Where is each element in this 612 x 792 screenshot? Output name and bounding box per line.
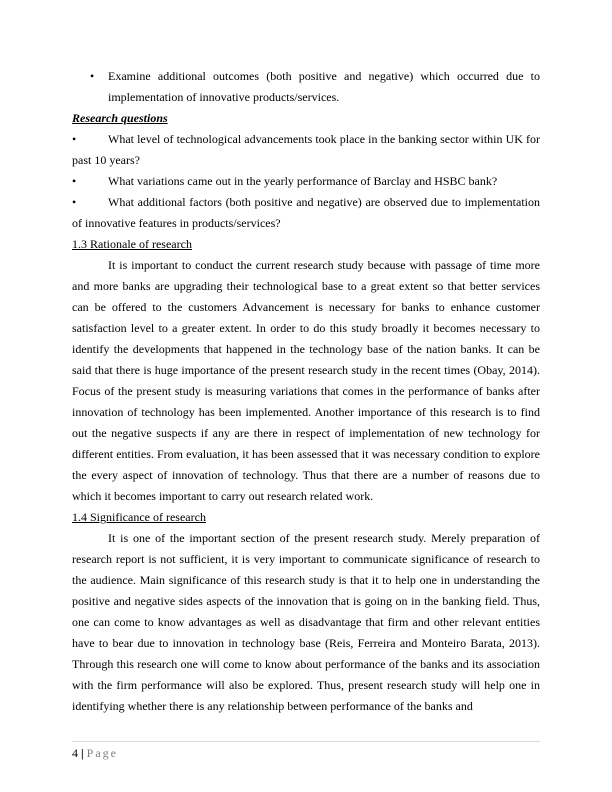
research-questions-heading: Research questions bbox=[72, 111, 168, 125]
question-text: What level of technological advancements took place in the banking sector within UK for past 10 years? bbox=[72, 132, 540, 167]
page-label: Page bbox=[86, 746, 118, 760]
rationale-paragraph: It is important to conduct the current research study because with passage of time more and more banks are upgrading their technological base to a great extent so that better services can be offered to the customers Advancement is necessary for banks to enhance customer satisfaction level to a greater extent. In order to do this study broadly it becomes necessary to identify the developments that happened in the technology base of the nation banks. It can be said that there is huge importance of the present research study in the recent times (Obay, 2014). Focus of the present study is measuring variations that comes in the performance of banks after innovation of technology has been implemented. Another importance of this research is to find out the negative suspects if any are there in respect of implementation of new technology for different entities. From evaluation, it has been assessed that it was necessary condition to explore the every aspect of innovation of technology. Thus that there are a number of reasons due to which it becomes important to carry out research related work. bbox=[72, 258, 540, 503]
list-item bbox=[72, 66, 540, 108]
section-heading-significance: 1.4 Significance of research bbox=[72, 510, 206, 524]
bullet-icon: • bbox=[90, 69, 95, 83]
list-item bbox=[72, 129, 540, 171]
significance-paragraph: It is one of the important section of the present research study. Merely preparation of research report is not sufficient, it is very important to communicate significance of research to the audience. Main significance of this research study is that it to help one in understanding the positive and negative sides aspects of the innovation that is going on in the banking field. Thus, one can come to know advantages as well as disadvantage that firm and other relevant entities have to bear due to innovation in technology base (Reis, Ferreira and Monteiro Barata, 2013). Through this research one will come to know about performance of the banks and its association with the firm performance will also be explored. Thus, present research study will help one in identifying whether there is any relationship between performance of the banks and bbox=[72, 531, 540, 713]
page-body bbox=[72, 66, 540, 717]
list-item bbox=[72, 171, 540, 192]
bullet-icon: • bbox=[72, 195, 77, 209]
question-text: What additional factors (both positive and negative) are observed due to implementation of innovative features in products/services? bbox=[72, 195, 540, 230]
bullet-icon: • bbox=[72, 174, 77, 188]
list-item bbox=[72, 192, 540, 234]
footer-separator: | bbox=[81, 746, 84, 760]
page-footer bbox=[72, 741, 540, 761]
section-heading-rationale: 1.3 Rationale of research bbox=[72, 237, 192, 251]
question-text: What variations came out in the yearly performance of Barclay and HSBC bank? bbox=[108, 174, 498, 188]
bullet-text: Examine additional outcomes (both positive and negative) which occurred due to implementation of innovative products/services. bbox=[108, 69, 540, 104]
bullet-icon: • bbox=[72, 132, 77, 146]
page-number: 4 bbox=[72, 746, 78, 760]
